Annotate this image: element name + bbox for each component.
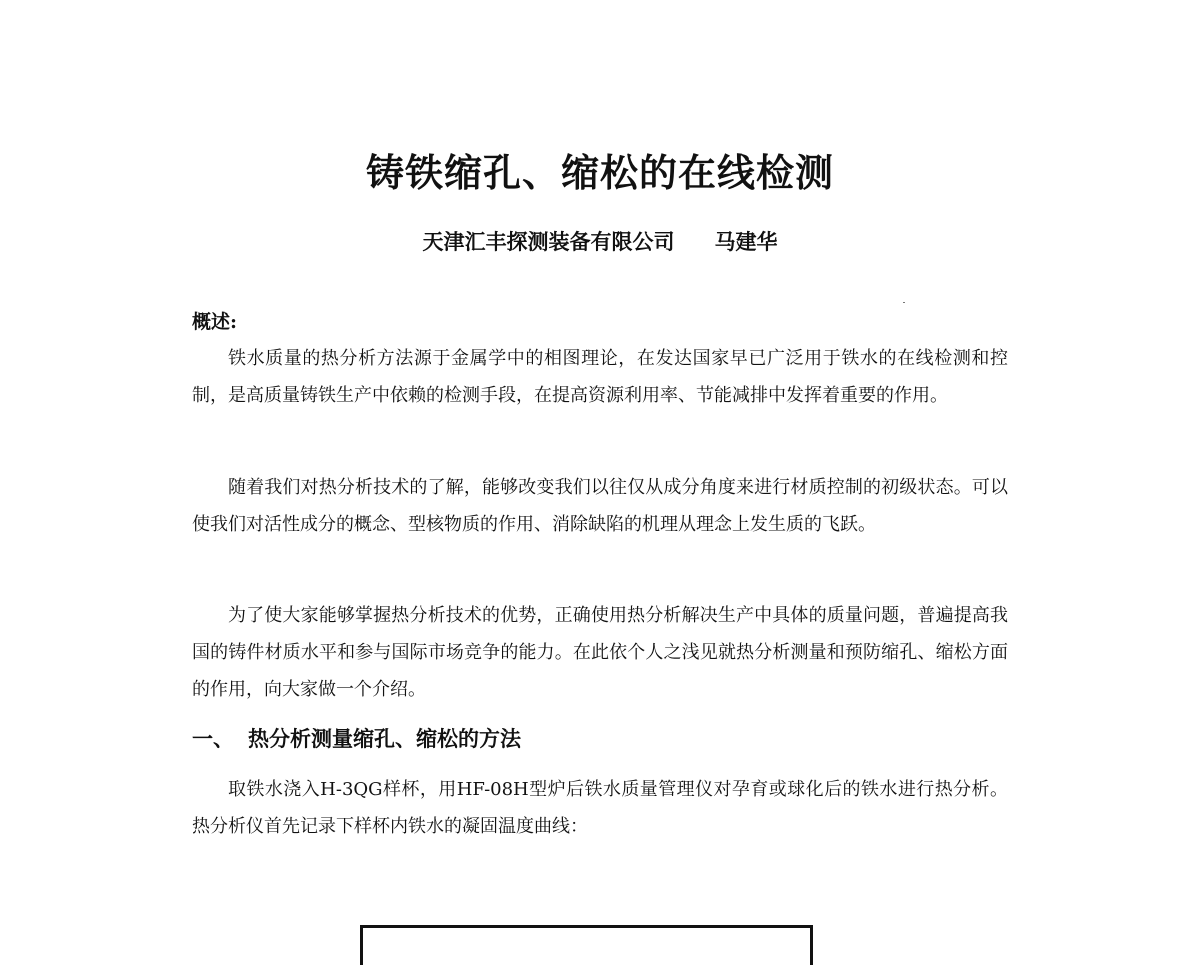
- paragraph-1: [192, 340, 1008, 414]
- document-title: 铸铁缩孔、缩松的在线检测: [365, 151, 834, 195]
- scan-speck: [903, 302, 905, 303]
- section-title: 热分析测量缩孔、缩松的方法: [248, 727, 521, 751]
- paragraph-text: 铁水质量的热分析方法源于金属学中的相图理论，在发达国家早已广泛用于铁水的在线检测和控制，是高质量铸铁生产中依赖的检测手段，在提高资源利用率、节能减排中发挥着重要的作用。: [192, 348, 1008, 406]
- overview-heading: 概述:: [192, 311, 238, 333]
- section-1-heading: [192, 721, 521, 758]
- figure-frame: [360, 925, 813, 965]
- author-name: 马建华: [714, 229, 778, 254]
- paragraph-3: [192, 597, 1008, 708]
- paragraph-text: 取铁水浇入H-3QG样杯，用HF-08H型炉后铁水质量管理仪对孕育或球化后的铁水进行热分析。热分析仪首先记录下样杯内铁水的凝固温度曲线：: [192, 779, 1008, 837]
- section-1-paragraph: [192, 771, 1008, 845]
- organization-name: 天津汇丰探测装备有限公司: [422, 229, 675, 254]
- paragraph-2: [192, 469, 1008, 543]
- paragraph-text: 为了使大家能够掌握热分析技术的优势，正确使用热分析解决生产中具体的质量问题，普遍提高我国的铸件材质水平和参与国际市场竞争的能力。在此依个人之浅见就热分析测量和预防缩孔、缩松方面的作用，向大家做一个介绍。: [192, 605, 1008, 700]
- section-number: 一、: [192, 727, 234, 751]
- byline: [0, 226, 1200, 256]
- paragraph-text: 随着我们对热分析技术的了解，能够改变我们以往仅从成分角度来进行材质控制的初级状态。可以使我们对活性成分的概念、型核物质的作用、消除缺陷的机理从理念上发生质的飞跃。: [192, 477, 1008, 535]
